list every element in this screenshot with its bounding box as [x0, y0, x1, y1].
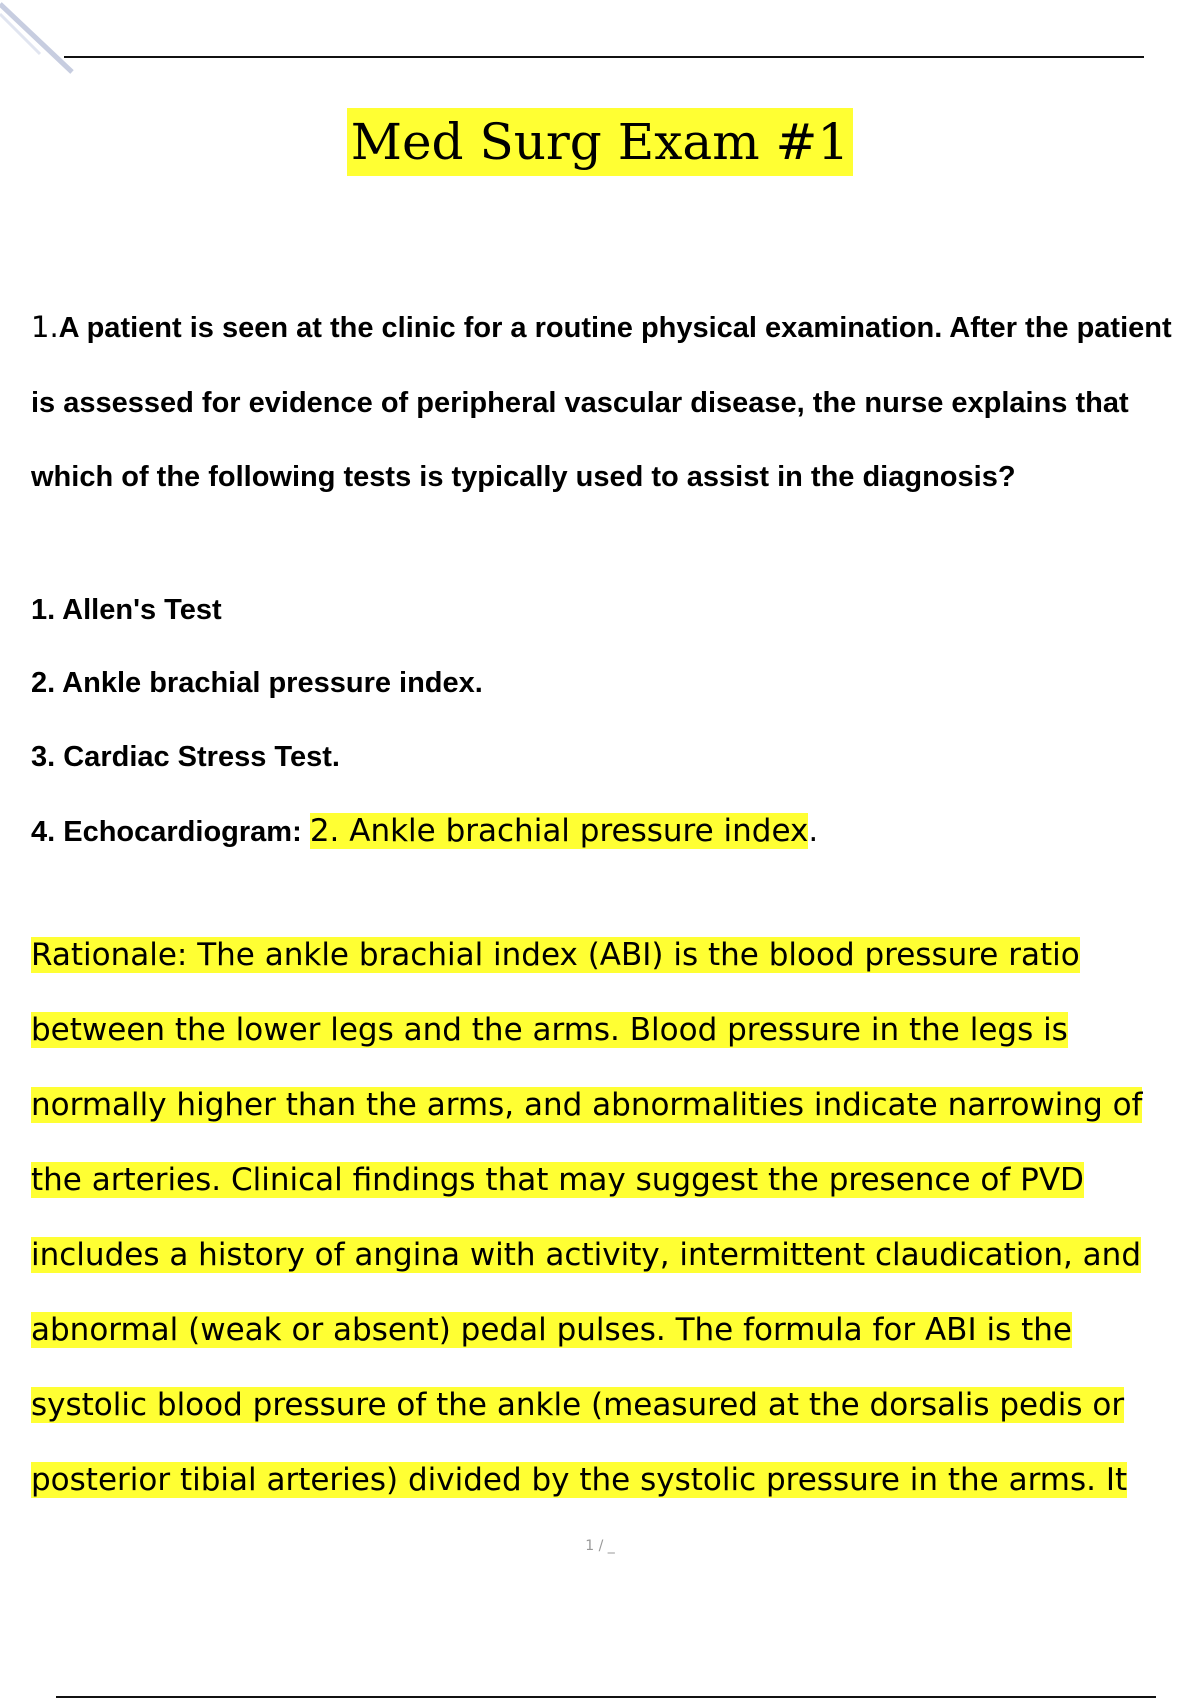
top-divider	[64, 56, 1144, 58]
rationale-line: posterior tibial arteries) divided by the systolic pressure in the arms. It	[31, 1462, 1128, 1498]
option-1: 1. Allen's Test	[31, 594, 222, 626]
option-4-with-answer	[31, 811, 818, 852]
rationale-paragraph	[31, 918, 1200, 1518]
question-body: A patient is seen at the clinic for a routine physical examination. After the patient is assessed for evidence of peripheral vascular disease, the nurse explains that which of the following tests is typically used to assist in the diagnosis?	[31, 312, 1172, 493]
document-title: Med Surg Exam #1	[347, 108, 853, 176]
page-number: 1 / _	[585, 1538, 615, 1554]
rationale-line: normally higher than the arms, and abnormalities indicate narrowing of	[31, 1087, 1143, 1123]
rationale-line: includes a history of angina with activity, intermittent claudication, and	[31, 1237, 1141, 1273]
rationale-line: the arteries. Clinical findings that may suggest the presence of PVD	[31, 1162, 1084, 1198]
question-text	[31, 290, 1181, 515]
option-2: 2. Ankle brachial pressure index.	[31, 667, 483, 699]
question-number: 1.	[31, 310, 59, 344]
option-4: 4. Echocardiogram:	[31, 816, 302, 848]
rationale-line: abnormal (weak or absent) pedal pulses. The formula for ABI is the	[31, 1312, 1072, 1348]
answer-highlight: 2. Ankle brachial pressure index	[309, 813, 809, 849]
rationale-line: systolic blood pressure of the ankle (measured at the dorsalis pedis or	[31, 1387, 1125, 1423]
rationale-line: Rationale: The ankle brachial index (ABI) is the blood pressure ratio	[31, 937, 1080, 973]
rationale-line: between the lower legs and the arms. Blood pressure in the legs is	[31, 1012, 1068, 1048]
option-3: 3. Cardiac Stress Test.	[31, 741, 340, 773]
bottom-divider	[56, 1696, 1156, 1698]
page-corner-fold	[0, 0, 90, 90]
answer-period: .	[808, 813, 819, 849]
title-container	[0, 108, 1200, 176]
